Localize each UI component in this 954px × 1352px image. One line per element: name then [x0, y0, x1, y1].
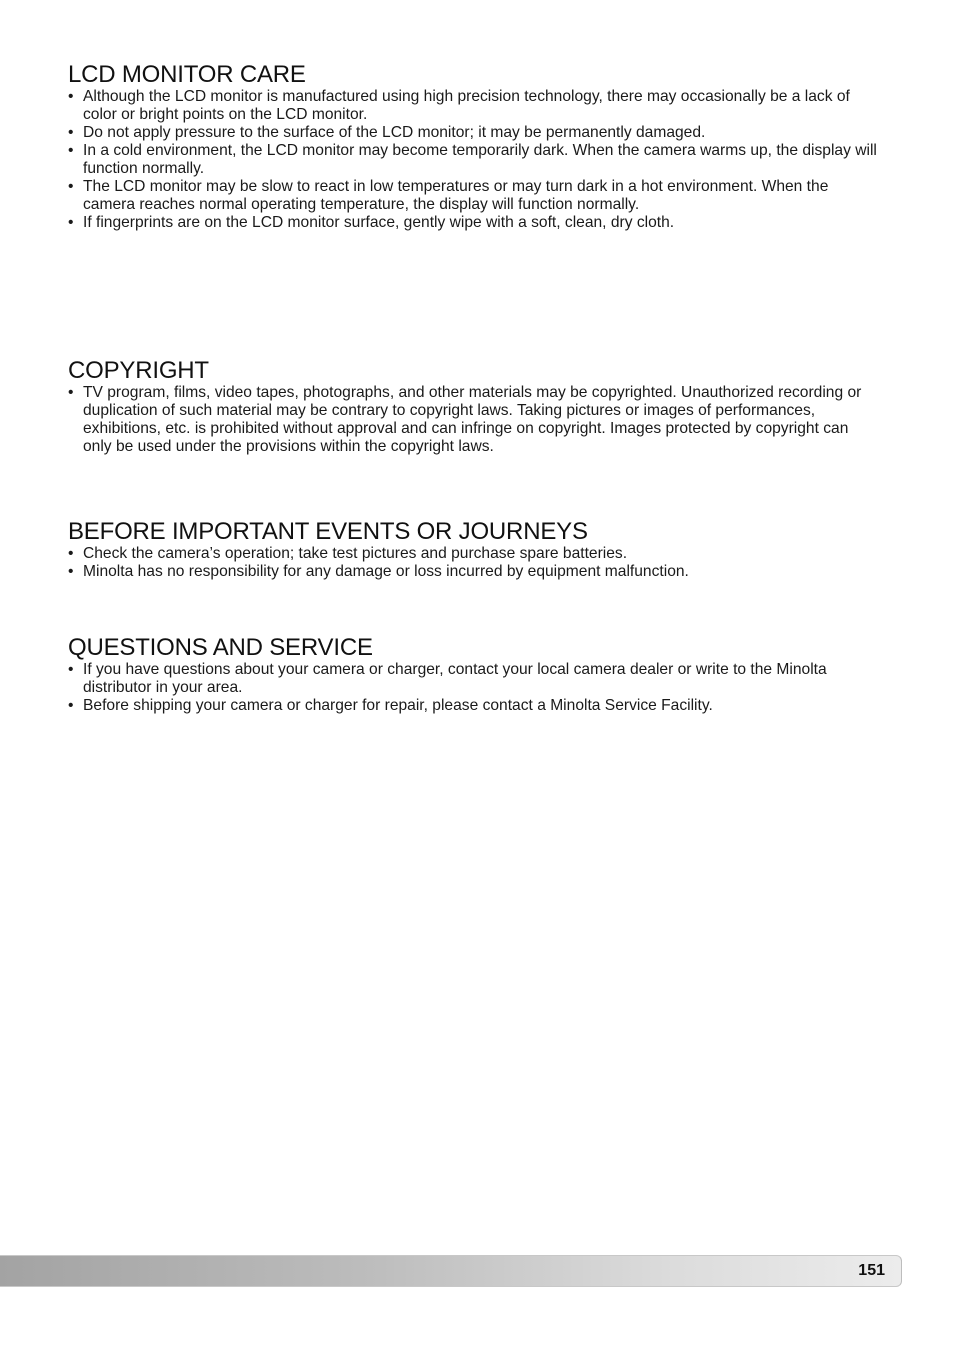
list-item — [68, 384, 880, 456]
bullet-icon: • — [68, 178, 74, 195]
bullet-list — [68, 661, 880, 715]
bullet-icon: • — [68, 124, 74, 141]
bullet-icon: • — [68, 384, 74, 401]
list-item — [68, 88, 880, 124]
section-heading: BEFORE IMPORTANT EVENTS OR JOURNEYS — [68, 518, 588, 545]
bullet-icon: • — [68, 661, 74, 678]
list-item — [68, 214, 880, 232]
list-item-text: In a cold environment, the LCD monitor may become temporarily dark. When the camera warms up, the display will function normally. — [83, 142, 877, 177]
bullet-list — [68, 545, 880, 581]
list-item — [68, 661, 880, 697]
list-item — [68, 563, 880, 581]
section-heading: QUESTIONS AND SERVICE — [68, 634, 373, 661]
list-item-text: TV program, films, video tapes, photographs, and other materials may be copyrighted. Unauthorized recording or duplication of such material may be contrary to copyright laws. Taking pictures or images of performances, exhibitions, etc. is prohibited without approval and can infringe on copyright. Images protected by copyright can only be used under the provisions within the copyright laws. — [83, 384, 862, 455]
bullet-icon: • — [68, 563, 74, 580]
page-number: 151 — [858, 1262, 885, 1279]
section-copyright — [68, 358, 880, 456]
list-item-text: Do not apply pressure to the surface of the LCD monitor; it may be permanently damaged. — [83, 124, 706, 141]
section-heading: COPYRIGHT — [68, 357, 209, 384]
list-item — [68, 697, 880, 715]
bullet-list — [68, 88, 880, 232]
section-lcd-monitor-care — [68, 62, 880, 232]
bullet-icon: • — [68, 697, 74, 714]
list-item-text: Before shipping your camera or charger for repair, please contact a Minolta Service Facility. — [83, 697, 713, 714]
bullet-icon: • — [68, 214, 74, 231]
list-item — [68, 545, 880, 563]
list-item-text: Although the LCD monitor is manufactured using high precision technology, there may occasionally be a lack of color or bright points on the LCD monitor. — [83, 88, 850, 123]
section-heading: LCD MONITOR CARE — [68, 61, 306, 88]
list-item-text: The LCD monitor may be slow to react in low temperatures or may turn dark in a hot environment. When the camera reaches normal operating temperature, the display will function normally. — [83, 178, 829, 213]
footer-bar — [0, 1255, 902, 1287]
section-before-important-events — [68, 519, 880, 581]
list-item-text: Check the camera’s operation; take test pictures and purchase spare batteries. — [83, 545, 628, 562]
bullet-icon: • — [68, 545, 74, 562]
list-item — [68, 142, 880, 178]
bullet-list — [68, 384, 880, 456]
list-item-text: If you have questions about your camera or charger, contact your local camera dealer or write to the Minolta distributor in your area. — [83, 661, 827, 696]
bullet-icon: • — [68, 88, 74, 105]
bullet-icon: • — [68, 142, 74, 159]
list-item — [68, 124, 880, 142]
list-item — [68, 178, 880, 214]
list-item-text: If fingerprints are on the LCD monitor surface, gently wipe with a soft, clean, dry cloth. — [83, 214, 675, 231]
list-item-text: Minolta has no responsibility for any damage or loss incurred by equipment malfunction. — [83, 563, 689, 580]
section-questions-and-service — [68, 635, 880, 715]
